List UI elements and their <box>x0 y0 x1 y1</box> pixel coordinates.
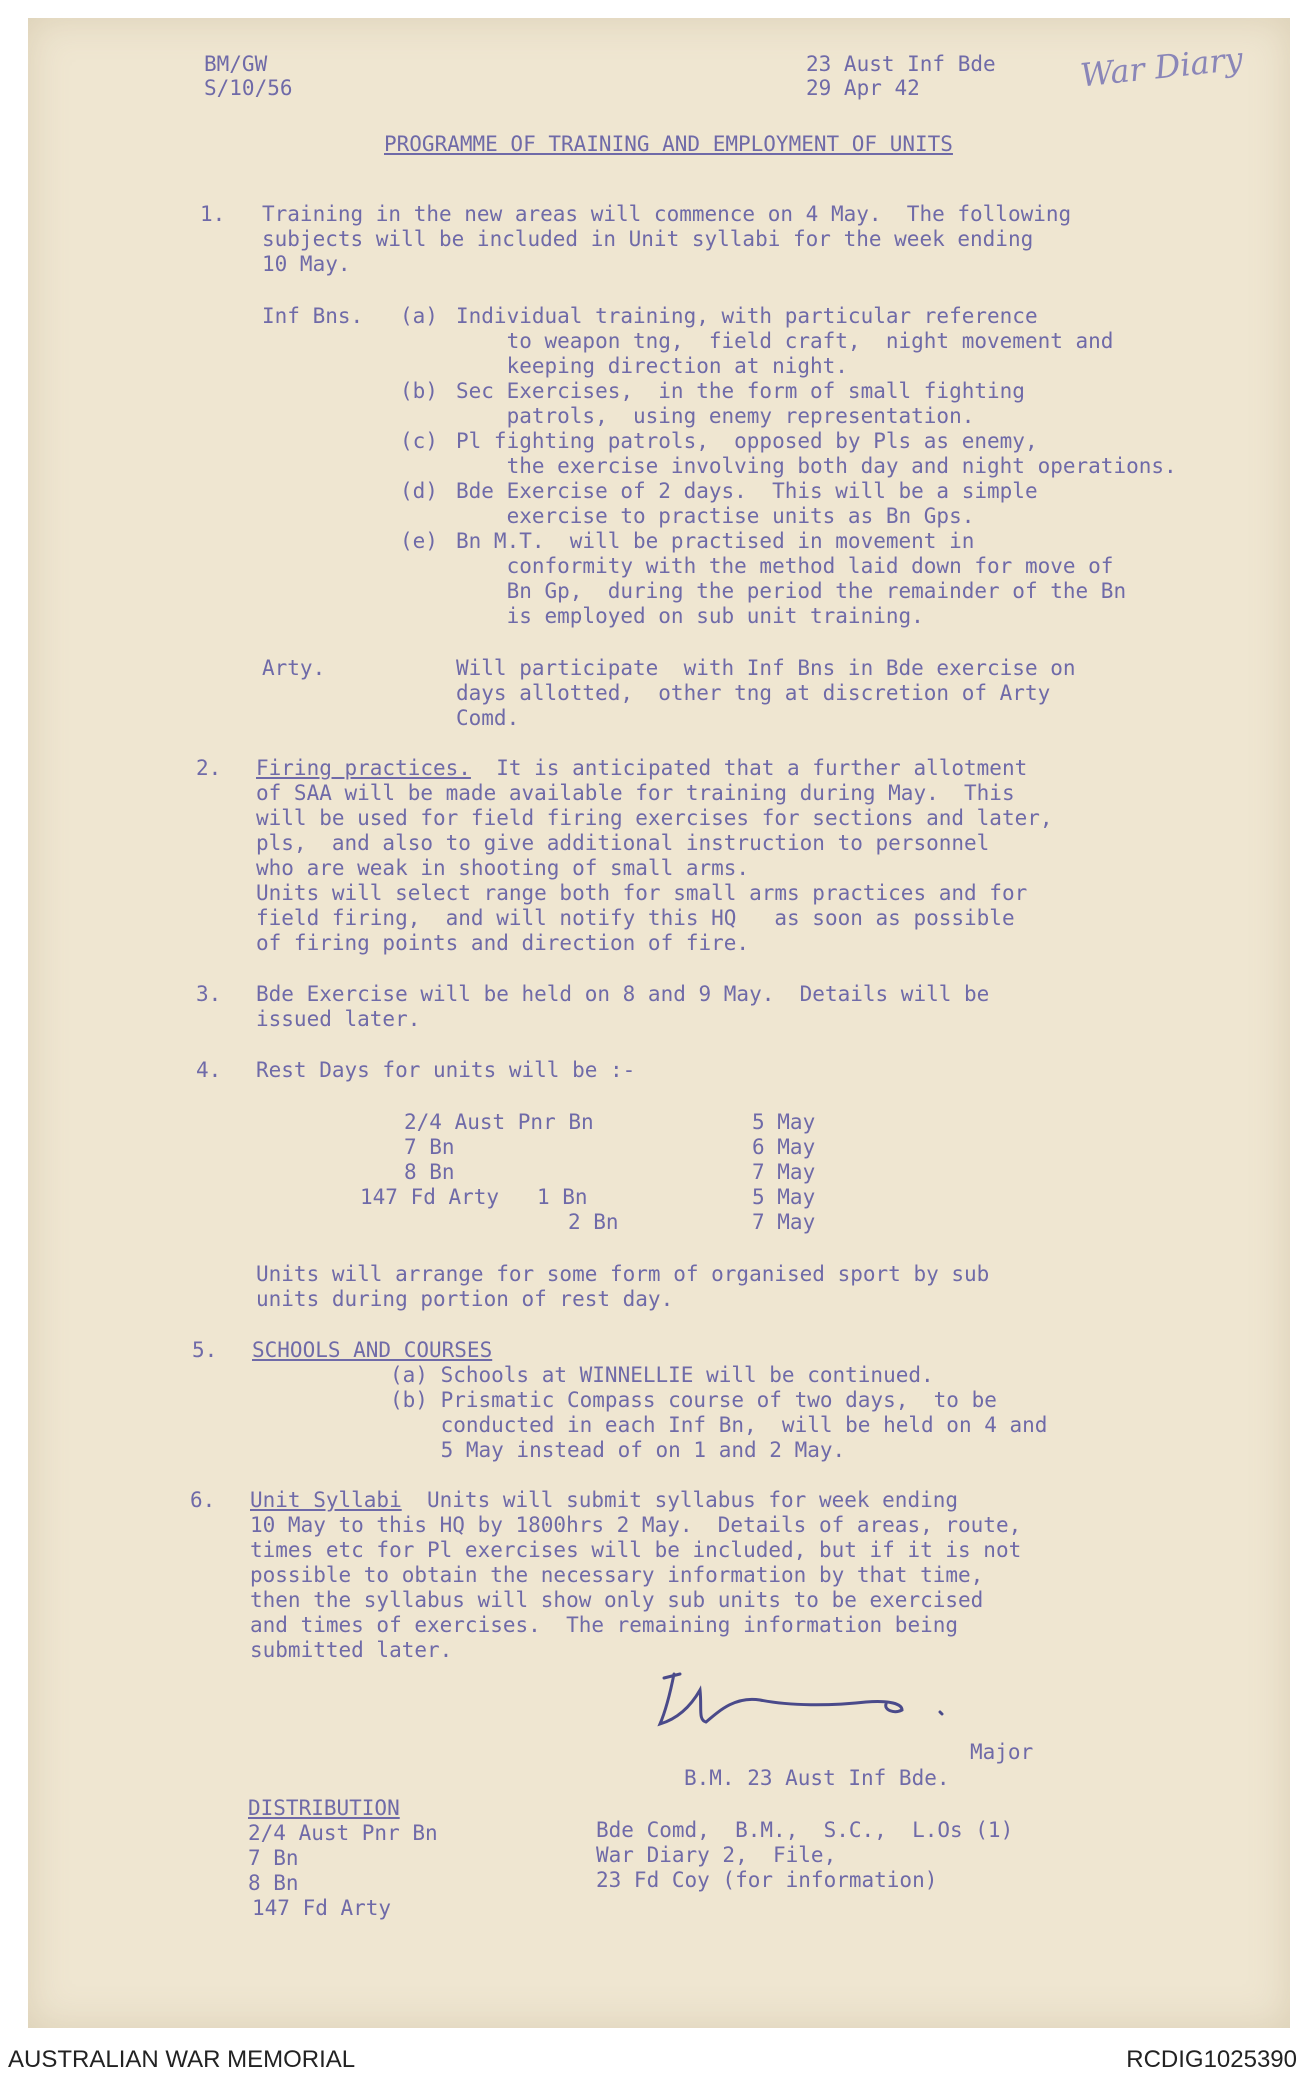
arty-line: Comd. <box>456 706 520 730</box>
arty-label: Arty. <box>262 656 326 680</box>
signatory-title: B.M. 23 Aust Inf Bde. <box>684 1766 950 1790</box>
rest-day-date: 7 May <box>752 1210 816 1234</box>
para6-first-line <box>250 1488 958 1513</box>
rest-day-unit: 147 Fd Arty 1 Bn <box>360 1185 588 1209</box>
distribution-left-item: 8 Bn <box>248 1871 299 1895</box>
rest-day-unit: 7 Bn <box>404 1135 455 1159</box>
para4-after-line: units during portion of rest day. <box>256 1287 674 1311</box>
item-b-line: patrols, using enemy representation. <box>456 404 975 428</box>
rest-day-date: 5 May <box>752 1185 816 1209</box>
para2-line: of firing points and direction of fire. <box>256 931 750 955</box>
rest-day-date: 6 May <box>752 1135 816 1159</box>
para6-number: 6. <box>190 1488 216 1512</box>
para5-line: (b) Prismatic Compass course of two days, to be <box>390 1388 997 1412</box>
para2-number: 2. <box>196 756 222 780</box>
rest-day-date: 5 May <box>752 1110 816 1134</box>
para6-line: times etc for Pl exercises will be included, but if it is not <box>250 1538 1022 1562</box>
para2-line: pls, and also to give additional instruction to personnel <box>256 831 990 855</box>
para2-first-text: It is anticipated that a further allotment <box>470 756 1028 780</box>
item-b-line: Sec Exercises, in the form of small fighting <box>456 379 1025 403</box>
para2-line: Units will select range both for small arms practices and for <box>256 881 1028 905</box>
file-number: S/10/56 <box>204 76 293 100</box>
item-mark: (b) <box>400 379 438 403</box>
item-e-line: Bn M.T. will be practised in movement in <box>456 529 975 553</box>
para4-number: 4. <box>196 1058 222 1082</box>
para2-heading: Firing practices. <box>256 756 471 780</box>
item-mark: (e) <box>400 529 438 553</box>
para1-line: 10 May. <box>262 252 351 276</box>
item-d-line: Bde Exercise of 2 days. This will be a simple <box>456 479 1038 503</box>
para6-heading: Unit Syllabi <box>250 1488 402 1512</box>
arty-line: days allotted, other tng at discretion of Arty <box>456 681 1051 705</box>
item-a-line: Individual training, with particular reference <box>456 304 1038 328</box>
para5-line: (a) Schools at WINNELLIE will be continued. <box>390 1363 934 1387</box>
distribution-right-item: War Diary 2, File, <box>596 1843 837 1867</box>
archive-id: RCDIG1025390 <box>1126 2046 1297 2073</box>
para2-line: field firing, and will notify this HQ as soon as possible <box>256 906 1015 930</box>
rest-day-unit: 2 Bn <box>568 1210 619 1234</box>
para4-after-line: Units will arrange for some form of organised sport by sub <box>256 1262 990 1286</box>
para6-line: submitted later. <box>250 1638 453 1662</box>
para3-line: Bde Exercise will be held on 8 and 9 May. Details will be <box>256 982 990 1006</box>
distribution-left-item: 147 Fd Arty <box>252 1896 392 1920</box>
distribution-right-item: Bde Comd, B.M., S.C., L.Os (1) <box>596 1818 1014 1842</box>
para3-line: issued later. <box>256 1007 421 1031</box>
inf-bns-label: Inf Bns. <box>262 304 364 328</box>
document-date: 29 Apr 42 <box>806 76 920 100</box>
handwritten-war-diary-note: War Diary <box>1078 39 1245 95</box>
item-c-line: the exercise involving both day and night operations. <box>456 454 1177 478</box>
para2-line: who are weak in shooting of small arms. <box>256 856 750 880</box>
para5-line: conducted in each Inf Bn, will be held on 4 and <box>390 1413 1048 1437</box>
rest-day-date: 7 May <box>752 1160 816 1184</box>
para5-line: 5 May instead of on 1 and 2 May. <box>390 1438 846 1462</box>
item-d-line: exercise to practise units as Bn Gps. <box>456 504 975 528</box>
distribution-left-item: 2/4 Aust Pnr Bn <box>248 1821 438 1845</box>
item-a-line: keeping direction at night. <box>456 354 848 378</box>
signatory-rank: Major <box>970 1740 1034 1764</box>
rest-day-unit: 2/4 Aust Pnr Bn <box>404 1110 594 1134</box>
item-e-line: conformity with the method laid down for move of <box>456 554 1114 578</box>
distribution-heading: DISTRIBUTION <box>248 1796 400 1820</box>
distribution-right-item: 23 Fd Coy (for information) <box>596 1868 938 1892</box>
item-mark: (c) <box>400 429 438 453</box>
issuing-unit: 23 Aust Inf Bde <box>806 52 996 76</box>
item-e-line: Bn Gp, during the period the remainder of the Bn <box>456 579 1127 603</box>
para2-line: will be used for field firing exercises for sections and later, <box>256 806 1053 830</box>
para2-first-line <box>256 756 1027 781</box>
archive-footer <box>0 2036 1307 2082</box>
item-c-line: Pl fighting patrols, opposed by Pls as enemy, <box>456 429 1038 453</box>
para1-number: 1. <box>200 202 226 226</box>
rest-day-unit: 8 Bn <box>404 1160 455 1184</box>
item-mark: (a) <box>400 304 438 328</box>
rest-days-intro: Rest Days for units will be :- <box>256 1058 636 1082</box>
para6-line: 10 May to this HQ by 1800hrs 2 May. Details of areas, route, <box>250 1513 1022 1537</box>
reference-code: BM/GW <box>204 52 268 76</box>
arty-line: Will participate with Inf Bns in Bde exercise on <box>456 656 1076 680</box>
para1-line: subjects will be included in Unit syllabi for the week ending <box>262 227 1034 251</box>
para5-heading: SCHOOLS AND COURSES <box>252 1338 493 1362</box>
archive-name: AUSTRALIAN WAR MEMORIAL <box>8 2046 356 2073</box>
para5-number: 5. <box>192 1338 218 1362</box>
distribution-left-item: 7 Bn <box>248 1846 299 1870</box>
handwritten-signature <box>640 1660 1030 1740</box>
para6-first-text: Units will submit syllabus for week ending <box>401 1488 959 1512</box>
document-title: PROGRAMME OF TRAINING AND EMPLOYMENT OF UNITS <box>384 132 953 156</box>
item-e-line: is employed on sub unit training. <box>456 604 924 628</box>
para6-line: then the syllabus will show only sub units to be exercised <box>250 1588 984 1612</box>
para3-number: 3. <box>196 982 222 1006</box>
para2-line: of SAA will be made available for training during May. This <box>256 781 1015 805</box>
item-mark: (d) <box>400 479 438 503</box>
para6-line: possible to obtain the necessary information by that time, <box>250 1563 984 1587</box>
para6-line: and times of exercises. The remaining information being <box>250 1613 959 1637</box>
para1-line: Training in the new areas will commence on 4 May. The following <box>262 202 1072 226</box>
item-a-line: to weapon tng, field craft, night movement and <box>456 329 1114 353</box>
